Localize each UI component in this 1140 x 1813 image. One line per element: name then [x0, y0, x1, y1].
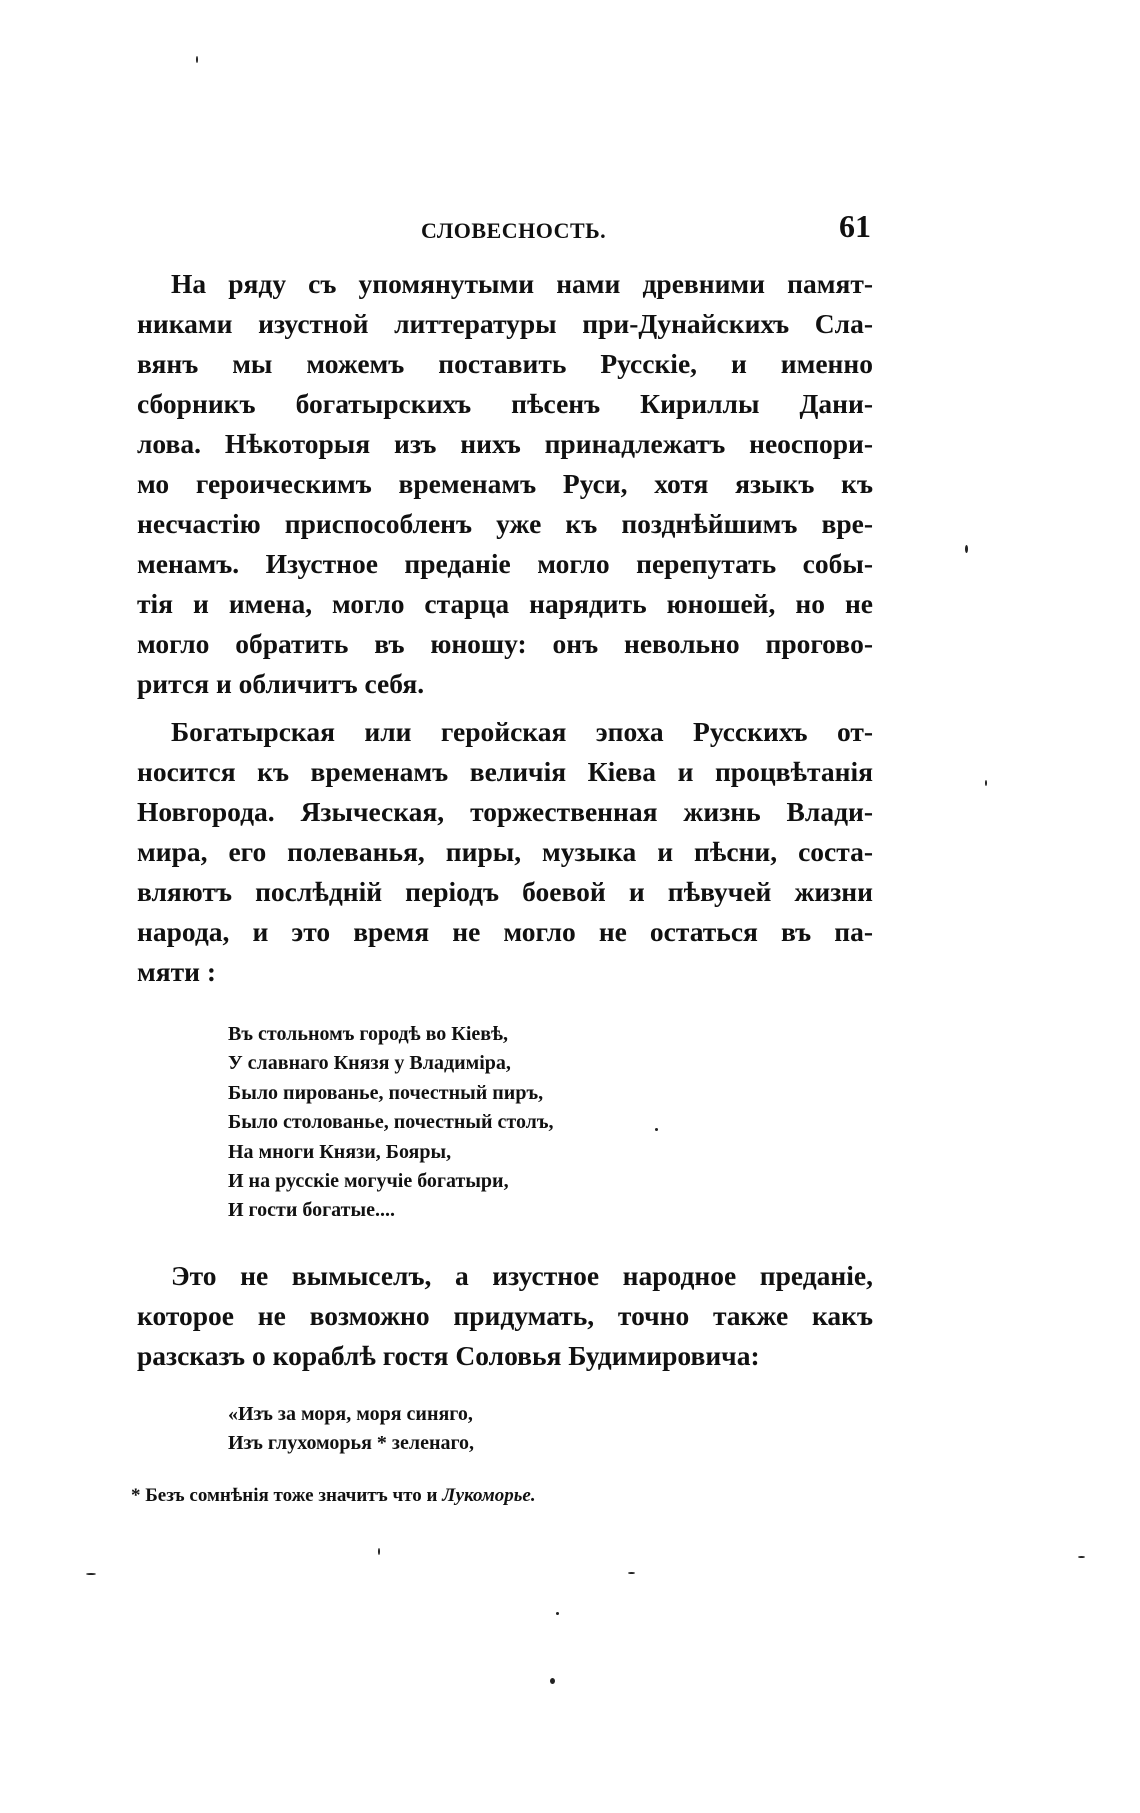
text-line: мо героическимъ временамъ Руси, хотя языкъ къ [137, 468, 873, 499]
scan-speck [1078, 1556, 1085, 1558]
text-line: тія и имена, могло старца нарядить юношей, но не [137, 588, 873, 619]
text-line: менамъ. Изустное преданіе могло перепутать собы- [137, 548, 873, 579]
scan-speck [196, 56, 198, 63]
paragraph-1 [137, 264, 873, 704]
verse-line: Было столованье, почестный столъ, [228, 1111, 554, 1134]
verse-line: На многи Князи, Бояры, [228, 1140, 452, 1163]
text-line: сборникъ богатырскихъ пѣсенъ Кириллы Дани- [137, 388, 873, 419]
running-title: СЛОВЕСНОСТЬ. [421, 218, 607, 243]
footnote [131, 1485, 536, 1507]
scan-speck [378, 1548, 380, 1555]
text-line: лова. Нѣкоторыя изъ нихъ принадлежатъ неоспори- [137, 428, 873, 459]
text-line: мяти : [137, 956, 216, 987]
text-line: разсказъ о кораблѣ гостя Соловья Будимировича: [137, 1340, 760, 1371]
text-line: Новгорода. Языческая, торжественная жизнь Влади- [137, 796, 873, 827]
verse-line: И на русскіе могучіе богатыри, [228, 1170, 509, 1193]
verse-quote-2 [228, 1400, 474, 1459]
verse-line: И гости богатые.... [228, 1199, 395, 1222]
verse-line: Было пированье, почестный пиръ, [228, 1081, 544, 1104]
text-line: народа, и это время не могло не остаться въ па- [137, 916, 873, 947]
scan-speck [556, 1612, 559, 1615]
verse-line: «Изъ за моря, моря синяго, [228, 1403, 473, 1425]
running-head [137, 208, 873, 254]
scan-speck [550, 1678, 555, 1684]
text-line: На ряду съ упомянутыми нами древними памят- [171, 268, 873, 299]
page-number: 61 [839, 208, 871, 244]
verse-quote-1 [228, 1020, 554, 1226]
text-line: несчастію приспособленъ уже къ позднѣйшимъ вре- [137, 508, 873, 539]
text-line: вянъ мы можемъ поставить Русскіе, и именно [137, 348, 873, 379]
scan-speck [965, 545, 968, 553]
scan-speck [86, 1573, 96, 1575]
verse-line: У славнаго Князя у Владиміра, [228, 1052, 511, 1075]
text-line: носится къ временамъ величія Кіева и процвѣтанія [137, 756, 873, 787]
scan-speck [628, 1572, 635, 1574]
paragraph-2 [137, 712, 873, 992]
text-line: рится и обличитъ себя. [137, 668, 425, 699]
text-line: могло обратить въ юношу: онъ невольно проговo- [137, 628, 873, 659]
scan-speck [655, 1128, 658, 1131]
text-line: Это не вымыселъ, а изустное народное преданіе, [171, 1260, 873, 1291]
text-line: которое не возможно придумать, точно также какъ [137, 1300, 873, 1331]
footnote-text: Безъ сомнѣнія тоже значитъ что и [145, 1485, 438, 1506]
footnote-marker: * [131, 1485, 141, 1506]
text-line: мира, его полеванья, пиры, музыка и пѣсни, соста- [137, 836, 873, 867]
text-line: вляютъ послѣдній періодъ боевой и пѣвучей жизни [137, 876, 873, 907]
footnote-term: Лукоморье. [442, 1485, 536, 1506]
paragraph-3 [137, 1256, 873, 1376]
text-line: Богатырская или геройская эпоха Русскихъ от- [171, 716, 873, 747]
scan-speck [985, 780, 987, 786]
text-line: никами изустной литтературы при-Дунайскихъ Сла- [137, 308, 873, 339]
verse-line: Въ стольномъ городѣ во Кіевѣ, [228, 1023, 509, 1045]
verse-line: Изъ глухоморья * зеленаго, [228, 1432, 475, 1455]
